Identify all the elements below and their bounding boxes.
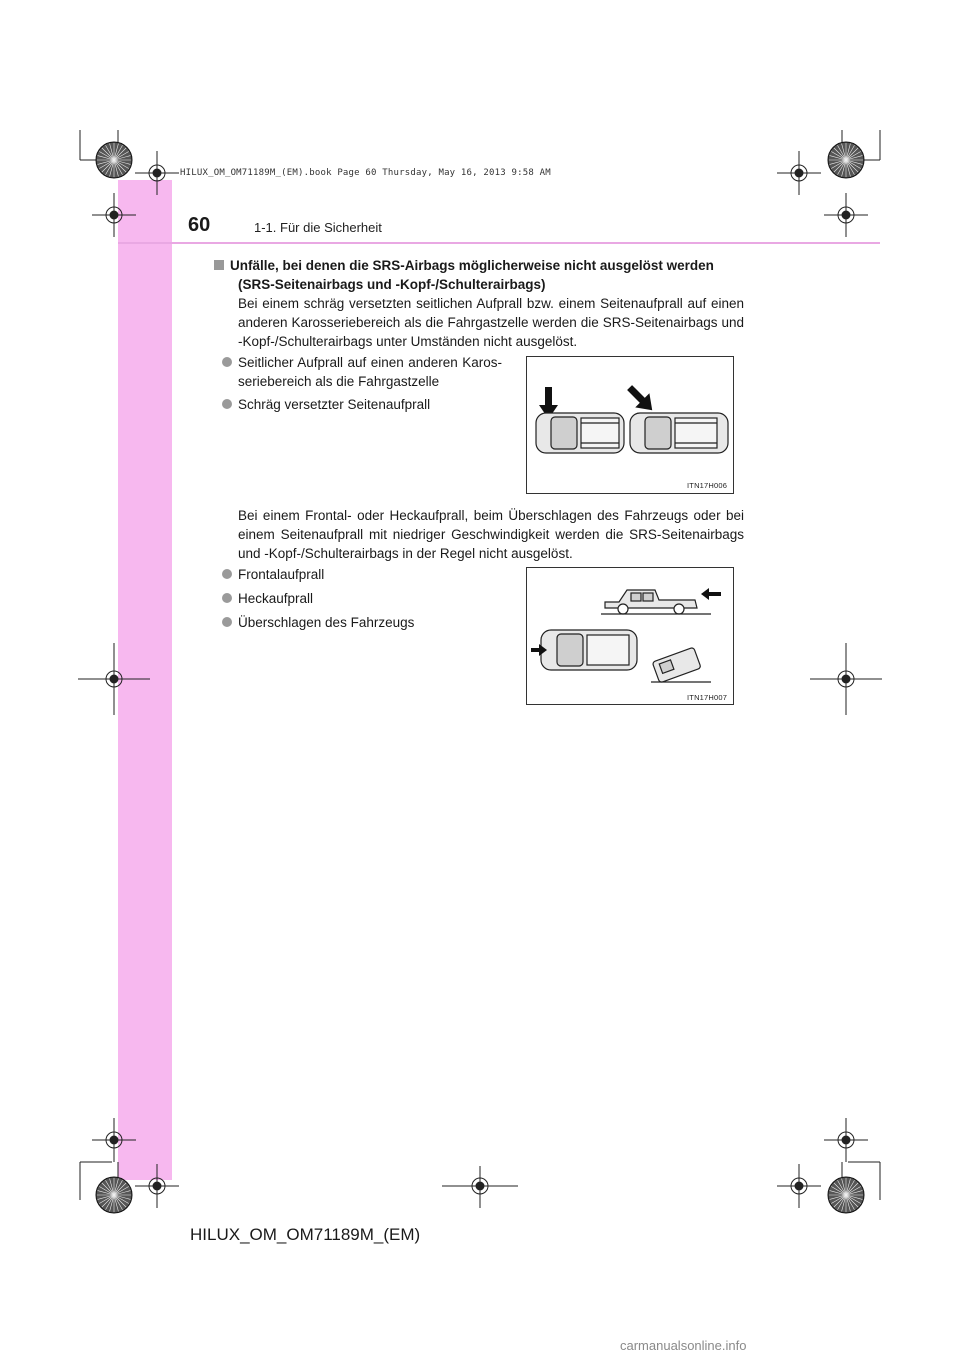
- list-item-text: Überschlagen des Fahrzeugs: [238, 615, 415, 630]
- side-impact-illustration: [527, 357, 733, 493]
- figure-code: ITN17H006: [687, 481, 728, 490]
- list-item-text: Frontalaufprall: [238, 567, 325, 582]
- list-item-text: Seitlicher Aufprall auf einen anderen Karos-seriebereich als die Fahrgastzelle: [238, 355, 502, 389]
- list-item-text: Heckaufprall: [238, 591, 314, 606]
- bullet-dot-icon: [222, 357, 232, 367]
- section-heading-line1: Unfälle, bei denen die SRS-Airbags möglicherweise nicht ausgelöst werden: [230, 258, 714, 273]
- list-item: [222, 395, 502, 414]
- figure-code: ITN17H007: [687, 693, 728, 702]
- page-number: 60: [188, 214, 211, 236]
- watermark[interactable]: carmanualsonline.info: [620, 1338, 747, 1353]
- section-heading-line2: (SRS-Seitenairbags und -Kopf-/Schulterairbags): [238, 277, 546, 292]
- list-item: [222, 353, 502, 391]
- list-item: [222, 589, 502, 608]
- figure-frontal-rollover: [526, 567, 734, 705]
- figure-side-impact: [526, 356, 734, 494]
- impact-arrow-diagonal-icon: [623, 381, 660, 418]
- pickup-side-view-icon: [601, 590, 711, 614]
- pickup-top-view-icon: [630, 413, 728, 453]
- paragraph-side-impact: Bei einem schräg versetzten seitlichen Aufprall bzw. einem Seitenaufprall auf einen anderen Karosseriebereich als die Fahrgastzelle werden die SRS-Seitenairbags und -Kopf-/Schulterairbags unter Umständen nicht ausgelöst.: [238, 296, 744, 349]
- bullet-dot-icon: [222, 569, 232, 579]
- bullet-dot-icon: [222, 617, 232, 627]
- rollover-car-icon: [652, 647, 701, 683]
- square-bullet-icon: [214, 260, 224, 270]
- frontal-rollover-illustration: [527, 568, 733, 704]
- chapter-title: 1-1. Für die Sicherheit: [254, 220, 382, 235]
- paragraph-frontal-impact: Bei einem Frontal- oder Heckaufprall, beim Überschlagen des Fahrzeugs oder bei einem Seitenaufprall mit niedriger Geschwindigkeit werden die SRS-Seitenairbags und -Kopf-/Schulterairbags in der Regel nicht ausgelöst.: [238, 508, 744, 561]
- list-item-text: Schräg versetzter Seitenaufprall: [238, 397, 431, 412]
- impact-arrow-icon: [701, 588, 721, 600]
- list-item: [222, 565, 502, 584]
- document-code: HILUX_OM_OM71189M_(EM): [190, 1225, 421, 1244]
- bullet-dot-icon: [222, 399, 232, 409]
- pickup-top-view-icon: [536, 413, 624, 453]
- bullet-dot-icon: [222, 593, 232, 603]
- list-item: [222, 613, 502, 632]
- section-heading: [214, 256, 744, 294]
- pickup-top-view-icon: [541, 630, 637, 670]
- print-info: HILUX_OM_OM71189M_(EM).book Page 60 Thursday, May 16, 2013 9:58 AM: [180, 168, 551, 178]
